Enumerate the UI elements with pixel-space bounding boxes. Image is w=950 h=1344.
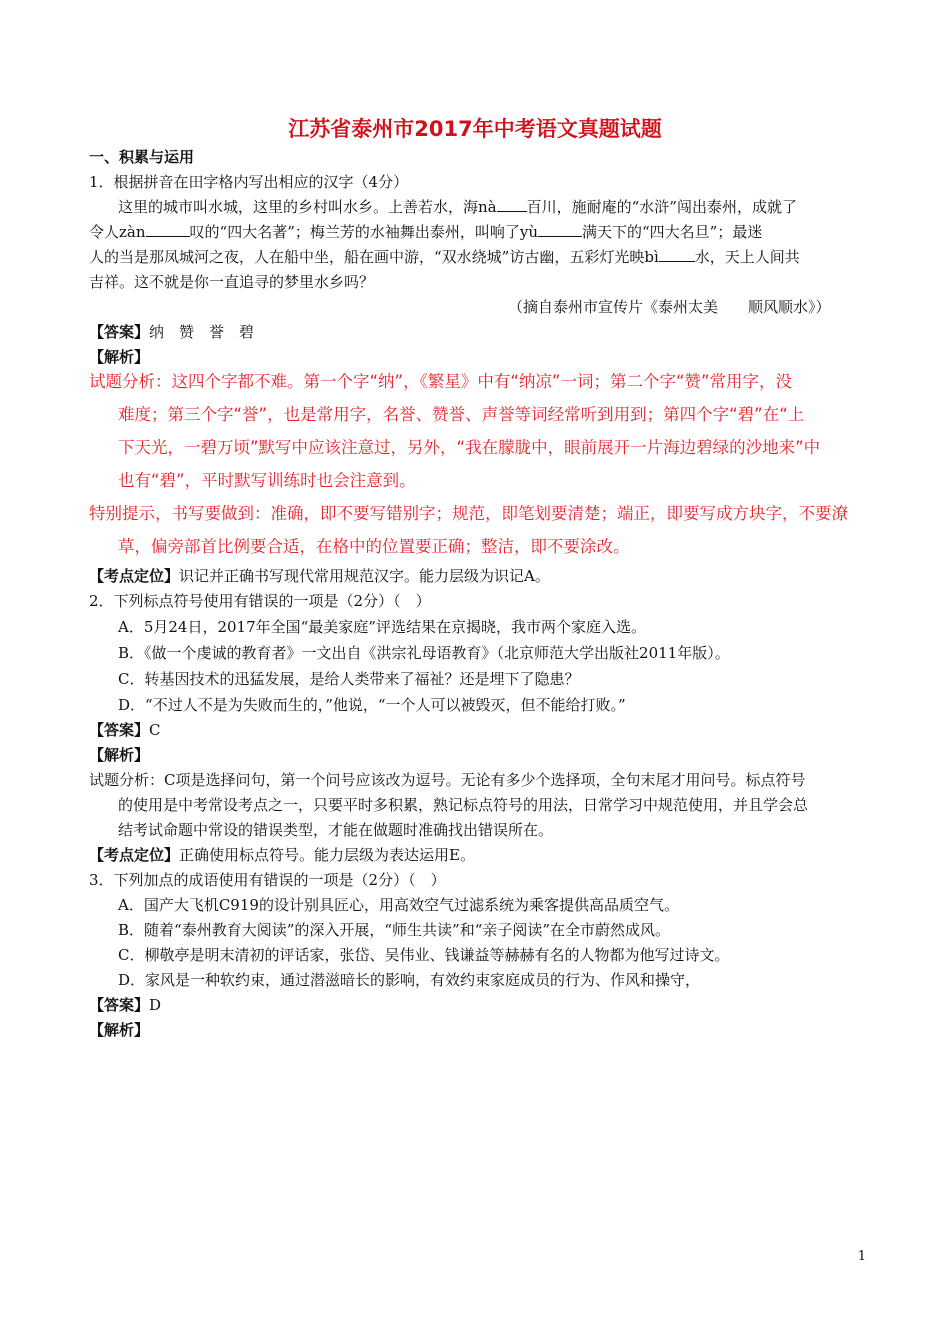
q3-option-a: A．国产大飞机C919的设计别具匠心，用高效空气过滤系统为乘客提供高品质空气。 [118,896,679,914]
q1-source: （摘自泰州市宣传片《泰州太美 顺风顺水》） [508,298,831,316]
q1-tip-line2: 草，偏旁部首比例要合适，在格中的位置要正确；整洁，即不要涂改。 [118,537,630,556]
q1-stem: 1．根据拼音在田字格内写出相应的汉字（4分） [89,173,409,191]
q3-option-c: C．柳敬亭是明末清初的评话家，张岱、吴伟业、钱谦益等赫赫有名的人物都为他写过诗文。 [118,946,730,964]
q3-stem: 3．下列加点的成语使用有错误的一项是（2分）（ ） [89,871,446,889]
q2-option-a: A．5月24日，2017年全国“最美家庭”评选结果在京揭晓，我市两个家庭入选。 [118,618,646,636]
q1-tip-line1: 特别提示，书写要做到：准确，即不要写错别字；规范，即笔划要清楚；端正，即要写成方块字，不要潦 [89,504,848,523]
q3-option-b: B．随着“泰州教育大阅读”的深入开展，“师生共读”和“亲子阅读”在全市蔚然成风。 [118,921,671,939]
q1-analysis-line4: 也有“碧”，平时默写训练时也会注意到。 [118,471,416,490]
q1-text-line2: 令人zàn 叹的“四大名著”；梅兰芳的水袖舞出泰州，叫响了yù 满天下的“四大名旦”；最迷 [89,223,763,241]
q1-analysis-line3: 下天光，一碧万顷”默写中应该注意过，另外，“我在朦胧中，眼前展开一片海边碧绿的沙地来”中 [118,438,821,457]
q2-analysis-line1: 试题分析：C项是选择问句，第一个问号应该改为逗号。无论有多少个选择项，全句末尾才用问号。标点符号 [89,771,806,789]
q1-answer: 【答案】纳 赞 誉 碧 [89,323,255,341]
q2-analysis-line2: 的使用是中考常设考点之一，只要平时多积累，熟记标点符号的用法，日常学习中规范使用，并且学会总 [118,796,809,814]
q1-analysis-line2: 难度；第三个字“誉”，也是常用字，名誉、赞誉、声誉等词经常听到用到；第四个字“碧”在“上 [118,405,805,424]
q2-option-d: D．“不过人不是为失败而生的，”他说，“一个人可以被毁灭，但不能给打败。” [118,696,626,714]
q3-answer: 【答案】D [89,996,162,1014]
q2-answer: 【答案】C [89,721,161,739]
q2-option-c: C．转基因技术的迅猛发展，是给人类带来了福祉？还是埋下了隐患？ [118,670,580,688]
q1-text-line1: 这里的城市叫水城，这里的乡村叫水乡。上善若水，海nà 百川，施耐庵的“水浒”闯出泰州，成就了 [118,198,797,216]
q1-knowledge-point: 【考点定位】识记并正确书写现代常用规范汉字。能力层级为识记A。 [89,567,550,585]
q2-knowledge-point: 【考点定位】正确使用标点符号。能力层级为表达运用E。 [89,846,475,864]
page-number: 1 [857,1249,866,1264]
section-heading: 一、积累与运用 [89,148,195,166]
q1-text-line4: 吉祥。这不就是你一直追寻的梦里水乡吗？ [89,273,375,291]
q1-text-line3: 人的当是那凤城河之夜，人在船中坐，船在画中游，“双水绕城”访古幽，五彩灯光映bì 水，天上人间共 [89,248,800,266]
q1-analysis-label: 【解析】 [89,348,150,366]
q1-analysis-line1: 试题分析：这四个字都不难。第一个字“纳”，《繁星》中有“纳凉”一词；第二个字“赞”常用字，没 [89,372,793,391]
q2-stem: 2．下列标点符号使用有错误的一项是（2分）（ ） [89,592,431,610]
q2-option-b: B．《做一个虔诚的教育者》一文出自《洪宗礼母语教育》（北京师范大学出版社2011年版）。 [118,644,730,662]
q3-analysis-label: 【解析】 [89,1021,150,1039]
q2-analysis-line3: 结考试命题中常设的错误类型，才能在做题时准确找出错误所在。 [118,821,554,839]
q3-option-d: D．家风是一种软约束，通过潜滋暗长的影响，有效约束家庭成员的行为、作风和操守， [118,971,701,989]
page-title: 江苏省泰州市2017年中考语文真题试题 [288,117,662,141]
q2-analysis-label: 【解析】 [89,746,150,764]
